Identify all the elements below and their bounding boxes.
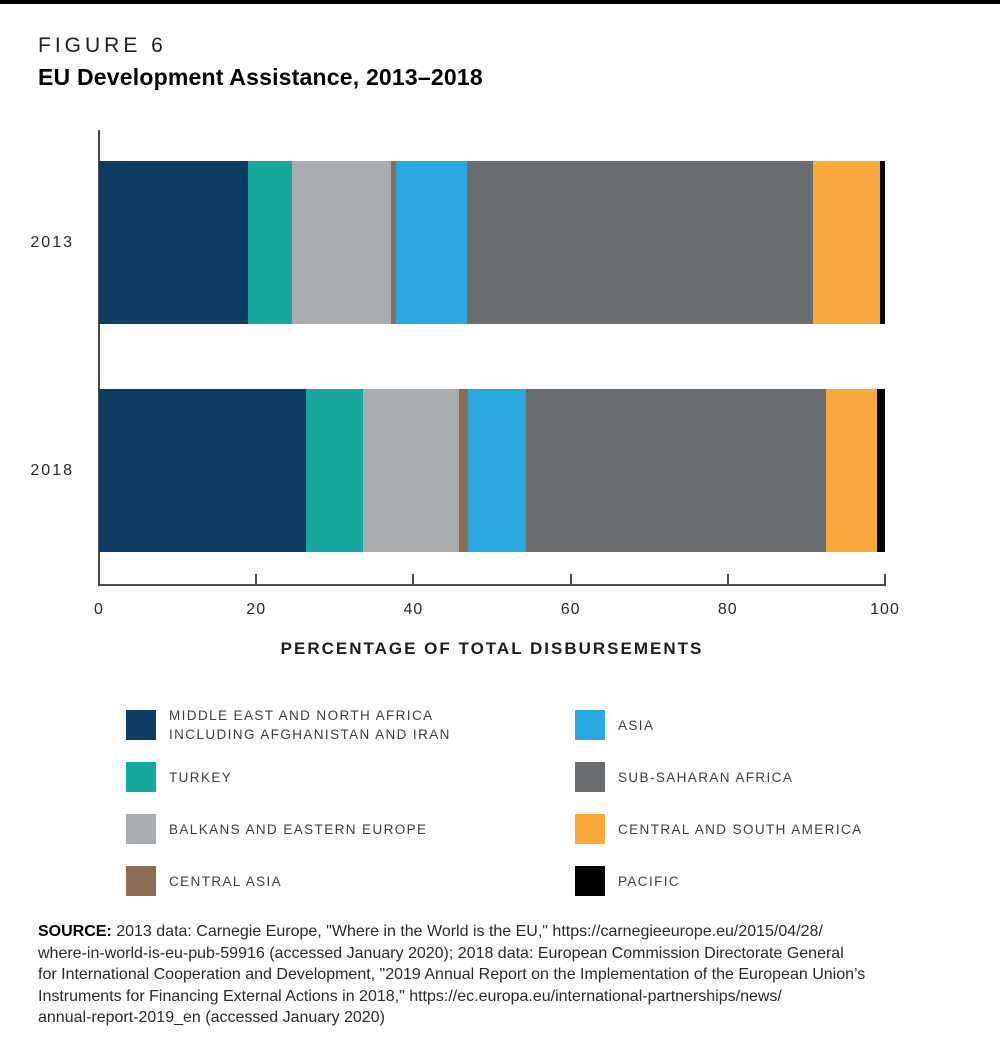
tick-label: 100 bbox=[870, 601, 900, 618]
x-axis-title: PERCENTAGE OF TOTAL DISBURSEMENTS bbox=[280, 639, 704, 658]
source-note bbox=[38, 921, 973, 1029]
legend-label: ASIA bbox=[618, 717, 655, 733]
top-rule bbox=[0, 0, 1000, 4]
bar-segment bbox=[813, 161, 881, 324]
legend-item bbox=[126, 866, 451, 896]
legend-column-left bbox=[126, 710, 451, 918]
legend-item bbox=[575, 866, 863, 896]
axis-tick bbox=[727, 574, 729, 584]
legend-swatch bbox=[126, 762, 156, 792]
legend-item bbox=[575, 710, 863, 740]
bar-segment bbox=[396, 161, 467, 324]
source-line bbox=[38, 921, 973, 943]
bar-segment bbox=[880, 161, 885, 324]
bar-segment bbox=[363, 389, 459, 552]
legend-label: CENTRAL ASIA bbox=[169, 873, 283, 889]
legend-label: PACIFIC bbox=[618, 873, 681, 889]
axis-tick bbox=[570, 574, 572, 584]
legend-item bbox=[575, 762, 863, 792]
figure-title: EU Development Assistance, 2013–2018 bbox=[38, 64, 483, 90]
legend-column-right bbox=[575, 710, 863, 918]
figure-label: FIGURE 6 bbox=[38, 34, 167, 57]
legend-swatch bbox=[126, 710, 156, 740]
source-line: where-in-world-is-eu-pub-59916 (accessed January 2020); 2018 data: European Commission Directorate General bbox=[38, 944, 844, 962]
source-line: annual-report-2019_en (accessed January 2020) bbox=[38, 1009, 385, 1026]
bar-segment bbox=[292, 161, 390, 324]
legend-swatch bbox=[575, 866, 605, 896]
bar-segment bbox=[99, 161, 248, 324]
legend-item bbox=[575, 814, 863, 844]
tick-label: 60 bbox=[560, 601, 581, 618]
bar-segment bbox=[877, 389, 885, 552]
legend-item bbox=[126, 710, 451, 740]
legend-label: MIDDLE EAST AND NORTH AFRICA INCLUDING AFGHANISTAN AND IRAN bbox=[169, 708, 451, 742]
tick-label: 0 bbox=[94, 601, 104, 618]
legend-label: TURKEY bbox=[169, 769, 233, 785]
legend-swatch bbox=[575, 710, 605, 740]
source-line: for International Cooperation and Development, "2019 Annual Report on the Implementation of the European Union’s bbox=[38, 966, 866, 983]
category-label-2013: 2013 bbox=[30, 233, 74, 251]
bar-segment bbox=[826, 389, 877, 552]
bar-segment bbox=[306, 389, 363, 552]
legend-swatch bbox=[575, 814, 605, 844]
stacked-bar-2018 bbox=[99, 389, 885, 552]
bar-segment bbox=[99, 389, 306, 552]
bar-segment bbox=[526, 389, 826, 552]
legend-item bbox=[126, 762, 451, 792]
axis-tick bbox=[412, 574, 414, 584]
source-line-text: 2013 data: Carnegie Europe, "Where in the World is the EU," https://carnegieeurope.eu/2015/04/28/ bbox=[116, 923, 823, 940]
category-label-2018: 2018 bbox=[30, 461, 74, 479]
axis-tick bbox=[884, 574, 886, 584]
tick-label: 40 bbox=[403, 601, 424, 618]
legend-swatch bbox=[575, 762, 605, 792]
bar-segment bbox=[468, 389, 526, 552]
tick-label: 20 bbox=[246, 601, 267, 618]
source-line: Instruments for Financing External Actions in 2018," https://ec.europa.eu/international-partnerships/news/ bbox=[38, 987, 782, 1005]
legend-label: CENTRAL AND SOUTH AMERICA bbox=[618, 821, 863, 837]
legend-label: BALKANS AND EASTERN EUROPE bbox=[169, 821, 428, 837]
stacked-bar-2013 bbox=[99, 161, 885, 324]
source-label: SOURCE: bbox=[38, 923, 112, 940]
axis-tick bbox=[255, 574, 257, 584]
legend-label: SUB-SAHARAN AFRICA bbox=[618, 769, 794, 785]
legend-swatch bbox=[126, 814, 156, 844]
x-axis-line bbox=[98, 584, 886, 586]
legend-item bbox=[126, 814, 451, 844]
bar-segment bbox=[248, 161, 292, 324]
tick-label: 80 bbox=[717, 601, 738, 618]
bar-segment bbox=[459, 389, 468, 552]
legend-swatch bbox=[126, 866, 156, 896]
bar-segment bbox=[467, 161, 813, 324]
